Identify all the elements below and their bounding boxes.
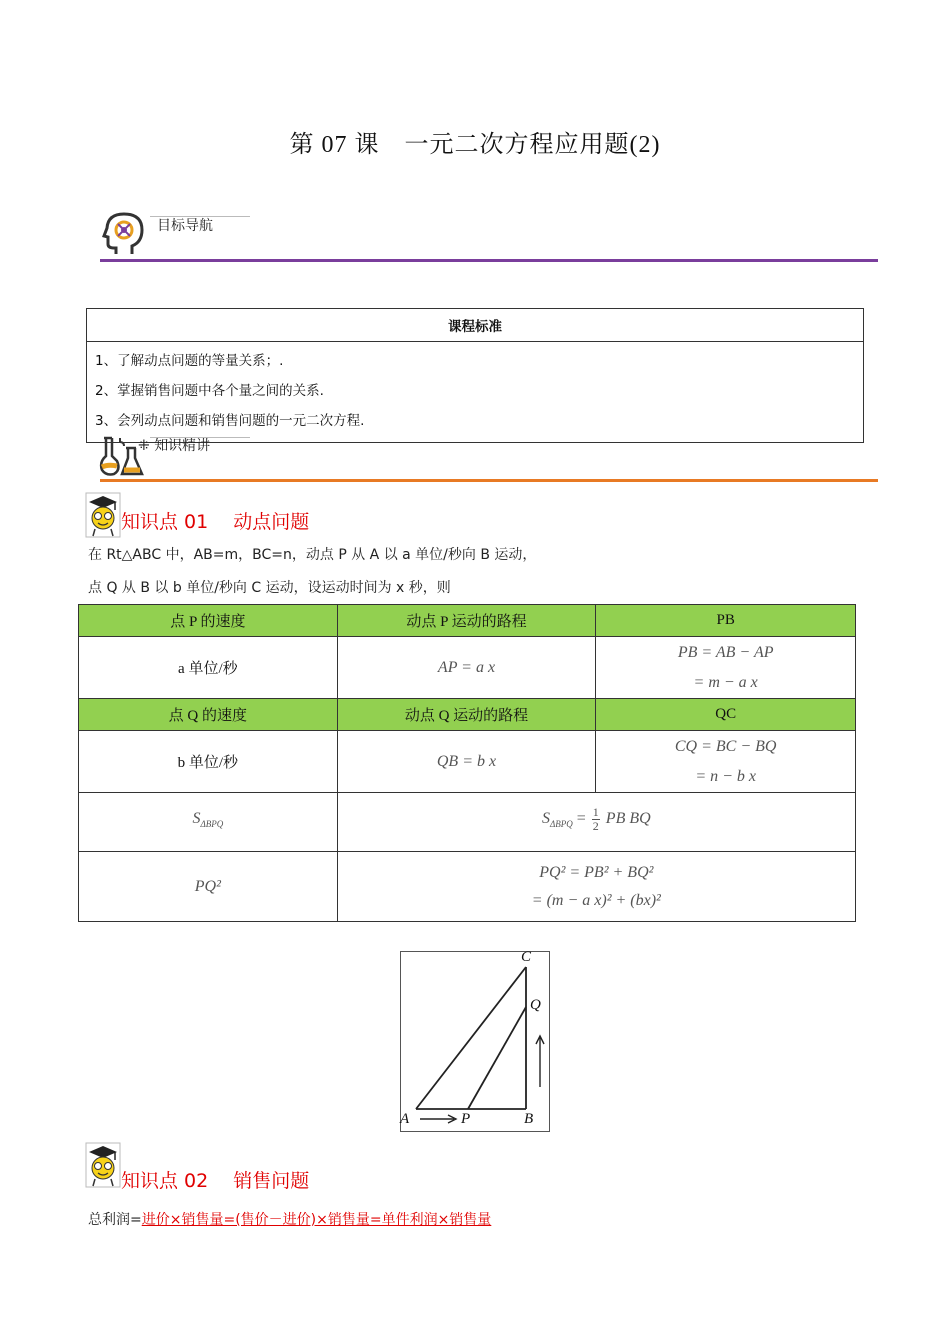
standard-item: 3、会列动点问题和销售问题的一元二次方程.	[95, 413, 365, 429]
nav-label: 目标导航	[157, 218, 213, 234]
standard-table-header: 课程标准	[87, 309, 864, 342]
q-speed-header: 点 Q 的速度	[79, 699, 338, 731]
p-speed-header: 点 P 的速度	[79, 605, 338, 637]
standard-item: 1、了解动点问题的等量关系；.	[95, 353, 284, 369]
label-a: A	[400, 1111, 410, 1127]
head-gears-icon	[102, 210, 146, 258]
area-formula: $S_{\Delta BPQ}$ = $\frac{1}{2}$ PB BQ	[337, 793, 855, 852]
pq-formula	[337, 852, 855, 922]
q-speed-cell: b 单位/秒	[79, 731, 338, 793]
pq-formula-line1: PQ² = PB² + BQ²	[539, 863, 654, 881]
standard-table-body	[87, 342, 864, 443]
nav-label-underline	[150, 216, 250, 217]
kp2-formula: 进价×销售量=(售价－进价)×销售量=单件利润×销售量	[141, 1212, 492, 1228]
half-fraction: $\frac{1}{2}$	[592, 805, 599, 834]
p-path-formula: AP = a x	[337, 637, 596, 699]
label-c: C	[521, 949, 532, 965]
kp1-para1: 在 Rt△ABC 中，AB=m，BC=n，动点 P 从 A 以 a 单位/秒向 B 运动，	[88, 547, 537, 563]
page-title: 第 07 课 一元二次方程应用题(2)	[289, 132, 661, 158]
kp2-title: 知识点 02 销售问题	[121, 1170, 310, 1192]
knowledge-label	[138, 435, 210, 455]
standard-item: 2、掌握销售问题中各个量之间的关系.	[95, 383, 324, 399]
triangle-figure	[400, 951, 550, 1132]
q-path-formula: QB = b x	[337, 731, 596, 793]
kp2-formula-line	[88, 1209, 491, 1229]
knowledge-label-text: 知识精讲	[154, 438, 211, 454]
sparkle-icon: ⁜	[138, 438, 150, 454]
pb-formula-line1: PB = AB − AP	[677, 643, 774, 661]
knowledge-label-underline	[150, 437, 250, 438]
p-speed-cell: a 单位/秒	[79, 637, 338, 699]
kp1-para2: 点 Q 从 B 以 b 单位/秒向 C 运动，设运动时间为 x 秒，则	[88, 580, 451, 596]
label-b: B	[524, 1111, 534, 1127]
p-path-header: 动点 P 运动的路程	[337, 605, 596, 637]
graduate-mascot-icon	[85, 492, 121, 538]
label-p: P	[461, 1111, 471, 1127]
qc-formula-line1: CQ = BC − BQ	[674, 737, 777, 755]
graduate-mascot-icon	[85, 1142, 121, 1188]
qc-formula-line2: = n − b x	[695, 767, 757, 785]
pq-formula-line2: = (m − a x)² + (bx)²	[531, 891, 661, 909]
pb-header: PB	[596, 605, 856, 637]
qc-formula	[596, 731, 856, 793]
orange-divider	[100, 479, 878, 482]
pb-formula-line2: = m − a x	[693, 673, 758, 691]
q-path-header: 动点 Q 运动的路程	[337, 699, 596, 731]
area-label: $S_{\Delta BPQ}$	[79, 793, 338, 852]
kp1-title: 知识点 01 动点问题	[121, 511, 310, 533]
purple-divider	[100, 259, 878, 262]
pq-label: PQ²	[79, 852, 338, 922]
label-q: Q	[530, 997, 541, 1013]
pb-formula	[596, 637, 856, 699]
kp1-table	[78, 604, 856, 922]
kp2-formula-prefix: 总利润=	[88, 1212, 142, 1228]
qc-header: QC	[596, 699, 856, 731]
standard-table	[86, 308, 864, 443]
